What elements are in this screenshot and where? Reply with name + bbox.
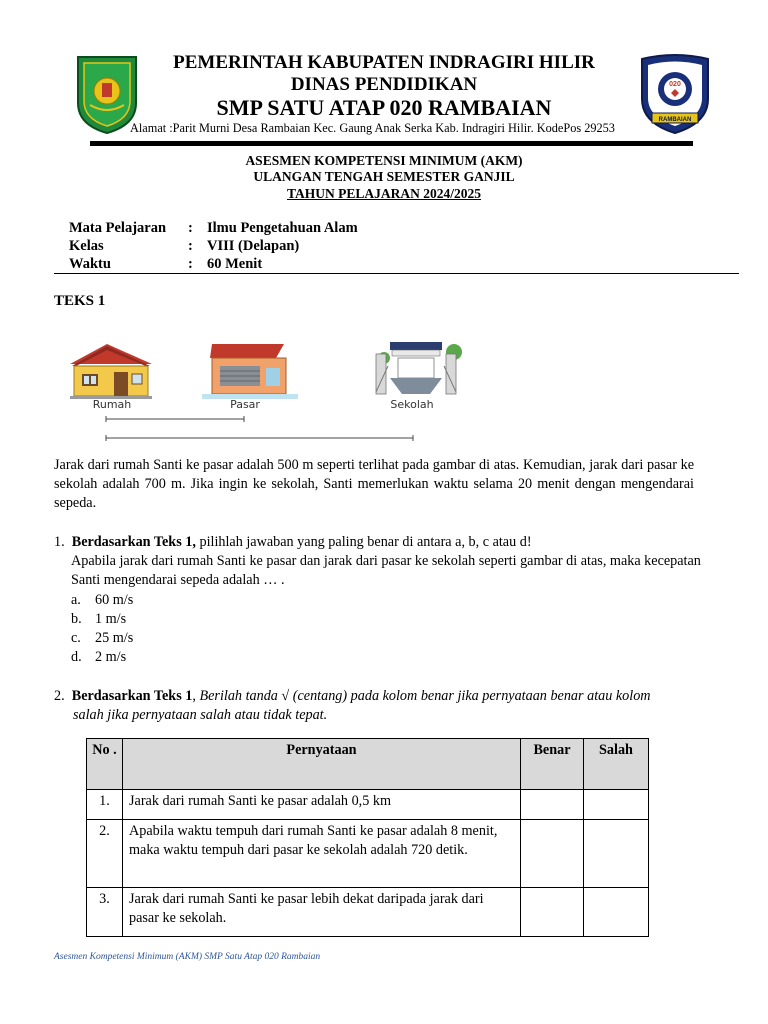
- true-checkbox-cell[interactable]: [521, 888, 584, 937]
- table-row: [87, 820, 649, 888]
- statement-table: [86, 738, 649, 937]
- question-comma: ,: [192, 688, 196, 704]
- info-sep: :: [188, 256, 193, 272]
- exam-title-3: TAHUN PELAJARAN 2024/2025: [286, 186, 481, 201]
- header-school-name: SMP SATU ATAP 020 RAMBAIAN: [216, 95, 552, 120]
- header-false: Salah: [584, 739, 649, 790]
- info-divider: [54, 273, 739, 274]
- question-1-body: Apabila jarak dari rumah Santi ke pasar dan jarak dari pasar ke sekolah seperti gambar di atas, maka kecepatan Santi mengendarai sepeda adalah … .: [71, 553, 701, 588]
- row-statement: Jarak dari rumah Santi ke pasar lebih dekat daripada jarak dari pasar ke sekolah.: [123, 888, 521, 937]
- school-image: [376, 342, 462, 394]
- info-key: Waktu: [69, 256, 111, 272]
- question-2-instruction-end: salah jika pernyataan salah atau tidak tepat.: [73, 707, 328, 723]
- option-text: 25 m/s: [95, 630, 134, 646]
- question-1-prompt: [54, 533, 714, 552]
- option-letter: c.: [71, 630, 81, 646]
- label-house: Rumah: [92, 398, 132, 411]
- true-checkbox-cell[interactable]: [521, 820, 584, 888]
- exam-title-1: ASESMEN KOMPETENSI MINIMUM (AKM): [245, 153, 523, 168]
- true-checkbox-cell[interactable]: [521, 790, 584, 820]
- question-number: 2.: [54, 688, 65, 704]
- header-true: Benar: [521, 739, 584, 790]
- row-number: 1.: [87, 790, 123, 820]
- page-footer: Asesmen Kompetensi Minimum (AKM) SMP Satu Atap 020 Rambaian: [54, 952, 321, 962]
- option-text: 60 m/s: [95, 592, 134, 608]
- school-logo-banner: RAMBAIAN: [658, 117, 692, 123]
- option-letter: d.: [71, 649, 82, 665]
- info-value: 60 Menit: [207, 256, 263, 272]
- false-checkbox-cell[interactable]: [584, 820, 649, 888]
- option-text: 1 m/s: [95, 611, 127, 627]
- market-image: [202, 344, 298, 399]
- table-row: [87, 888, 649, 937]
- school-logo-number: 020: [669, 81, 681, 88]
- header-address: Alamat :Parit Murni Desa Rambaian Kec. Gaung Anak Serka Kab. Indragiri Hilir. KodePos 29253: [130, 121, 615, 135]
- info-sep: :: [188, 238, 193, 254]
- passage-text: Jarak dari rumah Santi ke pasar adalah 500 m seperti terlihat pada gambar di atas. Kemudian, jarak dari pasar ke sekolah adalah 700 m. Jika ingin ke sekolah, Santi memerlukan waktu selama 20 menit dengan mengendarai sepeda.: [54, 457, 694, 511]
- question-reference: Berdasarkan Teks 1: [71, 688, 193, 704]
- false-checkbox-cell[interactable]: [584, 790, 649, 820]
- label-school: Sekolah: [390, 398, 434, 411]
- row-number: 2.: [87, 820, 123, 888]
- info-value: Ilmu Pengetahuan Alam: [207, 220, 358, 236]
- info-key: Kelas: [69, 238, 104, 254]
- distance-house-market: [106, 416, 244, 422]
- info-value: VIII (Delapan): [207, 238, 300, 254]
- question-instruction: Berilah tanda √ (centang) pada kolom benar jika pernyataan benar atau kolom: [199, 688, 651, 704]
- row-number: 3.: [87, 888, 123, 937]
- header-no: No .: [87, 739, 123, 790]
- row-statement: Jarak dari rumah Santi ke pasar adalah 0,5 km: [123, 790, 521, 820]
- option-letter: b.: [71, 611, 82, 627]
- header-department: DINAS PENDIDIKAN: [290, 74, 478, 95]
- route-illustration: [62, 336, 462, 444]
- text-heading: TEKS 1: [54, 293, 106, 309]
- false-checkbox-cell[interactable]: [584, 888, 649, 937]
- question-number: 1.: [54, 534, 65, 550]
- header-statement: Pernyataan: [123, 739, 521, 790]
- table-row: [87, 790, 649, 820]
- question-instruction: pilihlah jawaban yang paling benar di antara a, b, c atau d!: [195, 534, 532, 550]
- exam-title-2: ULANGAN TENGAH SEMESTER GANJIL: [253, 169, 515, 184]
- table-header-row: [87, 739, 649, 790]
- option-text: 2 m/s: [95, 649, 127, 665]
- info-key: Mata Pelajaran: [69, 220, 167, 236]
- question-2-prompt: [54, 687, 734, 706]
- option-letter: a.: [71, 592, 81, 608]
- question-reference: Berdasarkan Teks 1,: [71, 534, 196, 550]
- info-sep: :: [188, 220, 193, 236]
- header-divider: [90, 141, 693, 146]
- header-government: PEMERINTAH KABUPATEN INDRAGIRI HILIR: [173, 52, 595, 73]
- distance-house-school: [106, 435, 413, 441]
- row-statement: Apabila waktu tempuh dari rumah Santi ke pasar adalah 8 menit, maka waktu tempuh dari pasar ke sekolah adalah 720 detik.: [123, 820, 521, 888]
- label-market: Pasar: [230, 398, 260, 411]
- house-image: [70, 344, 152, 399]
